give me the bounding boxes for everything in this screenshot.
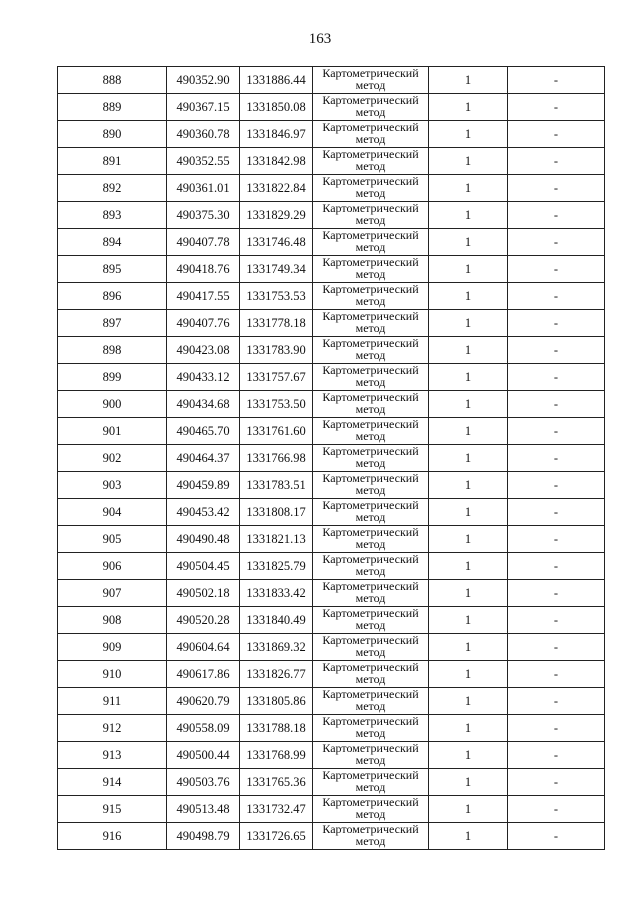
note-cell: -	[508, 607, 605, 634]
method-text: метод	[355, 321, 386, 335]
point-number-cell: 905	[58, 526, 167, 553]
x-coordinate-cell: 490433.12	[167, 364, 240, 391]
point-number-cell: 916	[58, 823, 167, 850]
method-text: Картометрический	[322, 201, 419, 215]
point-number-cell: 908	[58, 607, 167, 634]
note-cell: -	[508, 202, 605, 229]
method-text: метод	[355, 132, 386, 146]
note-cell: -	[508, 499, 605, 526]
method-cell	[313, 769, 429, 796]
method-text: Картометрический	[322, 174, 419, 188]
y-coordinate-cell: 1331826.77	[240, 661, 313, 688]
table-row	[58, 715, 605, 742]
x-coordinate-cell: 490620.79	[167, 688, 240, 715]
method-text: метод	[355, 537, 386, 551]
method-text: Картометрический	[322, 309, 419, 323]
method-text: метод	[355, 753, 386, 767]
method-cell	[313, 256, 429, 283]
table-row	[58, 526, 605, 553]
method-text: Картометрический	[322, 471, 419, 485]
method-cell	[313, 229, 429, 256]
x-coordinate-cell: 490604.64	[167, 634, 240, 661]
note-cell: -	[508, 769, 605, 796]
page-number: 163	[308, 31, 332, 47]
method-text: метод	[355, 78, 386, 92]
accuracy-cell: 1	[429, 67, 508, 94]
method-text: Картометрический	[322, 147, 419, 161]
table-row	[58, 769, 605, 796]
method-text: Картометрический	[322, 228, 419, 242]
point-number-cell: 898	[58, 337, 167, 364]
x-coordinate-cell: 490465.70	[167, 418, 240, 445]
method-cell	[313, 202, 429, 229]
x-coordinate-cell: 490375.30	[167, 202, 240, 229]
method-text: метод	[355, 699, 386, 713]
x-coordinate-cell: 490500.44	[167, 742, 240, 769]
method-text: Картометрический	[322, 66, 419, 80]
accuracy-cell: 1	[429, 445, 508, 472]
x-coordinate-cell: 490513.48	[167, 796, 240, 823]
accuracy-cell: 1	[429, 823, 508, 850]
y-coordinate-cell: 1331761.60	[240, 418, 313, 445]
accuracy-cell: 1	[429, 715, 508, 742]
method-text: метод	[355, 780, 386, 794]
accuracy-cell: 1	[429, 634, 508, 661]
table-row	[58, 121, 605, 148]
point-number-cell: 903	[58, 472, 167, 499]
accuracy-cell: 1	[429, 229, 508, 256]
note-cell: -	[508, 418, 605, 445]
accuracy-cell: 1	[429, 418, 508, 445]
x-coordinate-cell: 490361.01	[167, 175, 240, 202]
note-cell: -	[508, 94, 605, 121]
accuracy-cell: 1	[429, 121, 508, 148]
point-number-cell: 889	[58, 94, 167, 121]
table-row	[58, 607, 605, 634]
point-number-cell: 906	[58, 553, 167, 580]
note-cell: -	[508, 580, 605, 607]
method-text: метод	[355, 429, 386, 443]
point-number-cell: 913	[58, 742, 167, 769]
method-text: метод	[355, 267, 386, 281]
method-text: Картометрический	[322, 363, 419, 377]
x-coordinate-cell: 490490.48	[167, 526, 240, 553]
method-text: Картометрический	[322, 714, 419, 728]
point-number-cell: 894	[58, 229, 167, 256]
method-text: Картометрический	[322, 444, 419, 458]
table-row	[58, 148, 605, 175]
y-coordinate-cell: 1331753.50	[240, 391, 313, 418]
y-coordinate-cell: 1331850.08	[240, 94, 313, 121]
method-text: Картометрический	[322, 633, 419, 647]
method-cell	[313, 688, 429, 715]
x-coordinate-cell: 490407.78	[167, 229, 240, 256]
y-coordinate-cell: 1331783.51	[240, 472, 313, 499]
point-number-cell: 904	[58, 499, 167, 526]
method-text: метод	[355, 726, 386, 740]
point-number-cell: 901	[58, 418, 167, 445]
method-text: метод	[355, 510, 386, 524]
x-coordinate-cell: 490464.37	[167, 445, 240, 472]
y-coordinate-cell: 1331788.18	[240, 715, 313, 742]
method-text: метод	[355, 591, 386, 605]
method-text: Картометрический	[322, 741, 419, 755]
point-number-cell: 891	[58, 148, 167, 175]
method-cell	[313, 418, 429, 445]
table-row	[58, 202, 605, 229]
table-row	[58, 742, 605, 769]
table-row	[58, 472, 605, 499]
y-coordinate-cell: 1331805.86	[240, 688, 313, 715]
method-text: Картометрический	[322, 579, 419, 593]
point-number-cell: 897	[58, 310, 167, 337]
table-row	[58, 499, 605, 526]
note-cell: -	[508, 67, 605, 94]
method-text: метод	[355, 402, 386, 416]
note-cell: -	[508, 823, 605, 850]
y-coordinate-cell: 1331825.79	[240, 553, 313, 580]
accuracy-cell: 1	[429, 526, 508, 553]
note-cell: -	[508, 661, 605, 688]
x-coordinate-cell: 490418.76	[167, 256, 240, 283]
y-coordinate-cell: 1331746.48	[240, 229, 313, 256]
method-text: Картометрический	[322, 93, 419, 107]
point-number-cell: 915	[58, 796, 167, 823]
note-cell: -	[508, 121, 605, 148]
accuracy-cell: 1	[429, 364, 508, 391]
table-row	[58, 391, 605, 418]
accuracy-cell: 1	[429, 499, 508, 526]
x-coordinate-cell: 490352.90	[167, 67, 240, 94]
x-coordinate-cell: 490558.09	[167, 715, 240, 742]
method-cell	[313, 823, 429, 850]
y-coordinate-cell: 1331842.98	[240, 148, 313, 175]
method-text: Картометрический	[322, 390, 419, 404]
note-cell: -	[508, 526, 605, 553]
accuracy-cell: 1	[429, 796, 508, 823]
method-text: Картометрический	[322, 417, 419, 431]
method-text: Картометрический	[322, 606, 419, 620]
note-cell: -	[508, 283, 605, 310]
y-coordinate-cell: 1331757.67	[240, 364, 313, 391]
y-coordinate-cell: 1331829.29	[240, 202, 313, 229]
point-number-cell: 893	[58, 202, 167, 229]
method-text: метод	[355, 456, 386, 470]
y-coordinate-cell: 1331749.34	[240, 256, 313, 283]
method-text: Картометрический	[322, 255, 419, 269]
method-text: Картометрический	[322, 795, 419, 809]
method-cell	[313, 526, 429, 553]
method-cell	[313, 742, 429, 769]
method-text: метод	[355, 483, 386, 497]
method-text: Картометрический	[322, 525, 419, 539]
x-coordinate-cell: 490498.79	[167, 823, 240, 850]
y-coordinate-cell: 1331732.47	[240, 796, 313, 823]
y-coordinate-cell: 1331886.44	[240, 67, 313, 94]
table-row	[58, 175, 605, 202]
x-coordinate-cell: 490407.76	[167, 310, 240, 337]
table-row	[58, 445, 605, 472]
accuracy-cell: 1	[429, 580, 508, 607]
method-text: Картометрический	[322, 552, 419, 566]
note-cell: -	[508, 472, 605, 499]
method-cell	[313, 121, 429, 148]
x-coordinate-cell: 490617.86	[167, 661, 240, 688]
accuracy-cell: 1	[429, 607, 508, 634]
coordinates-table	[57, 66, 605, 850]
point-number-cell: 902	[58, 445, 167, 472]
x-coordinate-cell: 490459.89	[167, 472, 240, 499]
method-cell	[313, 67, 429, 94]
y-coordinate-cell: 1331753.53	[240, 283, 313, 310]
method-text: метод	[355, 348, 386, 362]
x-coordinate-cell: 490417.55	[167, 283, 240, 310]
x-coordinate-cell: 490520.28	[167, 607, 240, 634]
note-cell: -	[508, 175, 605, 202]
table-row	[58, 553, 605, 580]
method-cell	[313, 499, 429, 526]
x-coordinate-cell: 490360.78	[167, 121, 240, 148]
y-coordinate-cell: 1331840.49	[240, 607, 313, 634]
accuracy-cell: 1	[429, 472, 508, 499]
accuracy-cell: 1	[429, 688, 508, 715]
note-cell: -	[508, 742, 605, 769]
table-row	[58, 337, 605, 364]
method-cell	[313, 796, 429, 823]
method-text: Картометрический	[322, 120, 419, 134]
method-cell	[313, 715, 429, 742]
note-cell: -	[508, 688, 605, 715]
x-coordinate-cell: 490453.42	[167, 499, 240, 526]
y-coordinate-cell: 1331765.36	[240, 769, 313, 796]
method-text: Картометрический	[322, 768, 419, 782]
method-text: Картометрический	[322, 660, 419, 674]
note-cell: -	[508, 148, 605, 175]
table-row	[58, 661, 605, 688]
method-cell	[313, 337, 429, 364]
point-number-cell: 895	[58, 256, 167, 283]
table-row	[58, 364, 605, 391]
accuracy-cell: 1	[429, 553, 508, 580]
x-coordinate-cell: 490504.45	[167, 553, 240, 580]
y-coordinate-cell: 1331822.84	[240, 175, 313, 202]
table-row	[58, 94, 605, 121]
method-text: метод	[355, 834, 386, 848]
coordinates-table-body	[58, 67, 605, 850]
method-cell	[313, 445, 429, 472]
note-cell: -	[508, 229, 605, 256]
method-text: метод	[355, 807, 386, 821]
method-text: Картометрический	[322, 336, 419, 350]
point-number-cell: 907	[58, 580, 167, 607]
method-cell	[313, 472, 429, 499]
method-text: метод	[355, 294, 386, 308]
method-cell	[313, 661, 429, 688]
method-text: Картометрический	[322, 822, 419, 836]
table-row	[58, 823, 605, 850]
table-row	[58, 580, 605, 607]
method-cell	[313, 148, 429, 175]
accuracy-cell: 1	[429, 94, 508, 121]
y-coordinate-cell: 1331808.17	[240, 499, 313, 526]
note-cell: -	[508, 445, 605, 472]
method-cell	[313, 391, 429, 418]
point-number-cell: 914	[58, 769, 167, 796]
note-cell: -	[508, 715, 605, 742]
point-number-cell: 900	[58, 391, 167, 418]
x-coordinate-cell: 490502.18	[167, 580, 240, 607]
method-text: Картометрический	[322, 687, 419, 701]
method-cell	[313, 94, 429, 121]
note-cell: -	[508, 310, 605, 337]
note-cell: -	[508, 796, 605, 823]
method-text: метод	[355, 564, 386, 578]
table-row	[58, 796, 605, 823]
point-number-cell: 910	[58, 661, 167, 688]
point-number-cell: 888	[58, 67, 167, 94]
point-number-cell: 892	[58, 175, 167, 202]
table-row	[58, 283, 605, 310]
method-cell	[313, 364, 429, 391]
method-text: метод	[355, 159, 386, 173]
accuracy-cell: 1	[429, 742, 508, 769]
table-row	[58, 229, 605, 256]
point-number-cell: 890	[58, 121, 167, 148]
method-text: метод	[355, 105, 386, 119]
method-cell	[313, 310, 429, 337]
note-cell: -	[508, 256, 605, 283]
method-cell	[313, 553, 429, 580]
table-row	[58, 418, 605, 445]
accuracy-cell: 1	[429, 769, 508, 796]
point-number-cell: 912	[58, 715, 167, 742]
x-coordinate-cell: 490352.55	[167, 148, 240, 175]
table-row	[58, 688, 605, 715]
method-text: метод	[355, 240, 386, 254]
accuracy-cell: 1	[429, 310, 508, 337]
method-text: метод	[355, 186, 386, 200]
accuracy-cell: 1	[429, 202, 508, 229]
method-cell	[313, 175, 429, 202]
x-coordinate-cell: 490367.15	[167, 94, 240, 121]
method-text: Картометрический	[322, 282, 419, 296]
table-row	[58, 310, 605, 337]
y-coordinate-cell: 1331778.18	[240, 310, 313, 337]
note-cell: -	[508, 337, 605, 364]
accuracy-cell: 1	[429, 148, 508, 175]
x-coordinate-cell: 490434.68	[167, 391, 240, 418]
table-row	[58, 256, 605, 283]
note-cell: -	[508, 391, 605, 418]
note-cell: -	[508, 553, 605, 580]
y-coordinate-cell: 1331783.90	[240, 337, 313, 364]
accuracy-cell: 1	[429, 391, 508, 418]
method-text: метод	[355, 618, 386, 632]
note-cell: -	[508, 364, 605, 391]
y-coordinate-cell: 1331726.65	[240, 823, 313, 850]
table-row	[58, 634, 605, 661]
table-row	[58, 67, 605, 94]
accuracy-cell: 1	[429, 661, 508, 688]
y-coordinate-cell: 1331821.13	[240, 526, 313, 553]
method-text: метод	[355, 645, 386, 659]
method-text: метод	[355, 375, 386, 389]
y-coordinate-cell: 1331833.42	[240, 580, 313, 607]
point-number-cell: 896	[58, 283, 167, 310]
point-number-cell: 911	[58, 688, 167, 715]
y-coordinate-cell: 1331766.98	[240, 445, 313, 472]
y-coordinate-cell: 1331846.97	[240, 121, 313, 148]
method-text: Картометрический	[322, 498, 419, 512]
note-cell: -	[508, 634, 605, 661]
accuracy-cell: 1	[429, 283, 508, 310]
method-cell	[313, 634, 429, 661]
accuracy-cell: 1	[429, 337, 508, 364]
method-cell	[313, 283, 429, 310]
point-number-cell: 909	[58, 634, 167, 661]
x-coordinate-cell: 490503.76	[167, 769, 240, 796]
method-cell	[313, 607, 429, 634]
x-coordinate-cell: 490423.08	[167, 337, 240, 364]
y-coordinate-cell: 1331768.99	[240, 742, 313, 769]
y-coordinate-cell: 1331869.32	[240, 634, 313, 661]
accuracy-cell: 1	[429, 175, 508, 202]
method-text: метод	[355, 213, 386, 227]
method-text: метод	[355, 672, 386, 686]
method-cell	[313, 580, 429, 607]
accuracy-cell: 1	[429, 256, 508, 283]
point-number-cell: 899	[58, 364, 167, 391]
